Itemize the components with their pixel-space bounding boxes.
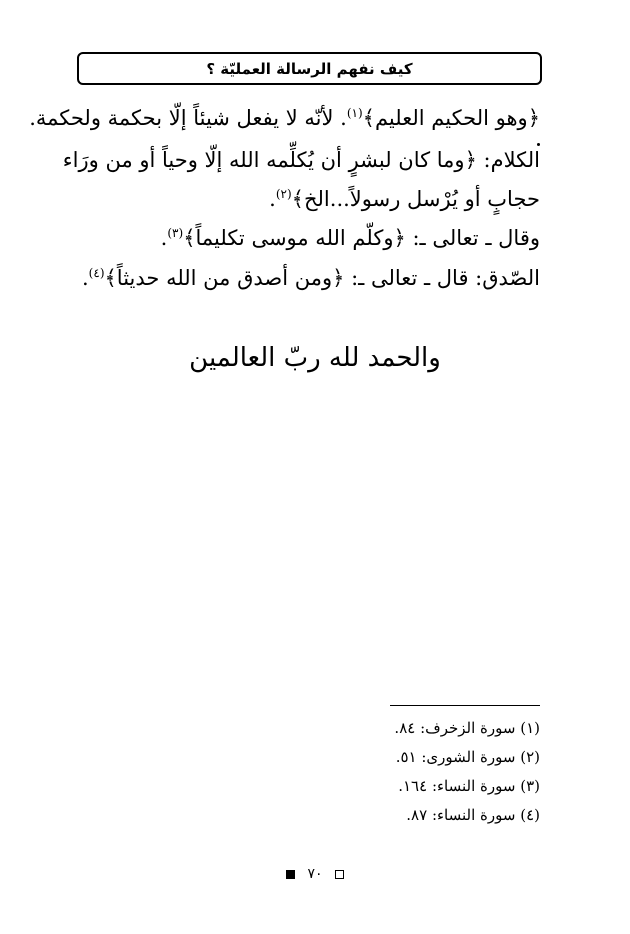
page-number: ٧٠ [307,866,323,882]
footnote-4: (٤) سورة النساء: ٨٧. [406,806,540,824]
closing-phrase: والحمد لله ربّ العالمين [189,343,441,373]
footnote-ref-4: (٤) [88,266,105,280]
running-header [77,52,542,85]
body-line-4: وقال ـ تعالى ـ: ﴿وكلّم الله موسى تكليماً﴾$^{(٣)}$. [160,226,540,250]
header-title: كيف نفهم الرسالة العمليّة ؟ [206,59,413,78]
filled-square-icon [286,870,295,879]
footnote-1: (١) سورة الزخرف: ٨٤. [394,719,540,737]
footnote-ref-1: (١) [346,106,363,120]
body-line-1: ﴿وهو الحكيم العليم﴾$^{(١)}$. لأنّه لا يفعل شيئاً إلّا بحكمة ولحكمة. [29,106,540,130]
body-line-3: حجابٍ أو يُرْسل رسولاً...الخ﴾$^{(٢)}$. [269,187,540,211]
footnote-3: (٣) سورة النساء: ١٦٤. [398,777,540,795]
body-line-5: الصّدق: قال ـ تعالى ـ: ﴿ومن أصدق من الله حديثاً﴾$^{(٤)}$. [81,266,540,290]
open-square-icon [335,870,344,879]
footnotes [394,714,540,830]
footnote-ref-2: (٢) [275,187,292,201]
body-line-2: الكلام: ﴿وما كان لبشرٍ أن يُكلِّمه الله إلّا وحياً أو من ورَاء [62,148,540,172]
margin-dot [537,143,540,146]
footnote-ref-3: (٣) [167,226,184,240]
page-footer [0,866,630,882]
footnote-divider [390,705,540,706]
footnote-2: (٢) سورة الشورى: ٥١. [395,748,540,766]
